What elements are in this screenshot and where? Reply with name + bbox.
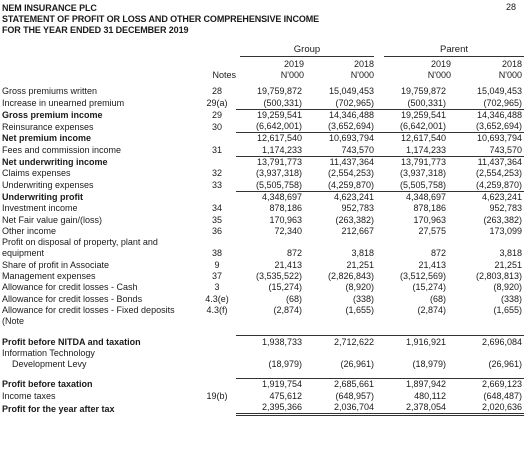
parent-2019-value: 21,413 (418, 259, 446, 270)
note-ref (198, 156, 236, 168)
group-2018-value: (648,957) (335, 390, 374, 401)
statement-row (2, 379, 524, 391)
group-2019-value (236, 237, 304, 248)
line-item-label: Share of profit in Associate (2, 259, 110, 270)
group-2018-value: 743,570 (341, 144, 374, 155)
statement-row (2, 214, 524, 225)
year-header-group-2019: 2019 (283, 59, 304, 69)
line-item-label: Other income (2, 225, 57, 236)
note-ref: 38 (211, 248, 222, 259)
note-ref (198, 133, 236, 145)
parent-2019-value: 2,378,054 (376, 402, 448, 415)
group-2019-value: 19,759,872 (256, 86, 302, 97)
parent-2018-value: (8,920) (493, 282, 522, 293)
statement-row (2, 359, 524, 370)
statement-row (2, 248, 524, 259)
parent-2019-value (376, 237, 448, 248)
group-2019-value: (500,331) (263, 97, 302, 108)
parent-2018-value: 11,437,364 (448, 156, 524, 168)
statement-row (2, 121, 524, 133)
group-2019-value: 1,938,733 (236, 336, 304, 348)
line-item-label: Underwriting expenses (2, 180, 94, 191)
parent-2019-value: 1,897,942 (376, 379, 448, 391)
group-2019-value: 4,348,697 (236, 191, 304, 203)
group-2019-value: 1,174,233 (261, 144, 302, 155)
group-2018-value: 2,036,704 (304, 402, 376, 415)
parent-2019-value (376, 348, 448, 359)
line-item-label: Management expenses (2, 271, 96, 282)
parent-2019-value: (3,937,318) (399, 168, 446, 179)
line-item-label: Fees and commission income (2, 145, 122, 156)
parent-header-rule (384, 56, 524, 57)
parent-2019-value: (68) (429, 293, 446, 304)
group-2018-value: 212,667 (341, 225, 374, 236)
group-2019-value: 72,340 (274, 225, 302, 236)
unit-header-parent-2018: N'000 (498, 70, 522, 80)
group-2018-value: (3,652,694) (327, 121, 374, 132)
group-2018-value: 952,783 (341, 203, 374, 214)
parent-2019-value: (6,642,001) (399, 121, 446, 132)
parent-2019-value: 13,791,773 (376, 156, 448, 168)
statement-row (2, 203, 524, 214)
group-2019-value: (18,979) (268, 359, 302, 370)
note-ref: 37 (211, 271, 222, 282)
statement-row (2, 144, 524, 156)
group-2018-value: 11,437,364 (304, 156, 376, 168)
statement-row (2, 179, 524, 191)
parent-2018-value: 15,049,453 (476, 86, 522, 97)
group-2019-value: 878,186 (269, 203, 302, 214)
parent-2018-value: 173,099 (489, 225, 522, 236)
group-2019-value: 21,413 (274, 259, 302, 270)
note-ref: 33 (211, 180, 222, 191)
note-ref: 36 (211, 225, 222, 236)
note-ref (198, 402, 236, 415)
parent-2019-value: (500,331) (407, 97, 446, 108)
unit-header-group-2019: N'000 (280, 70, 304, 80)
note-ref (198, 237, 236, 248)
group-2019-value: (3,535,522) (255, 271, 302, 282)
statement-row (2, 237, 524, 248)
line-item-label: Net Fair value gain/(loss) (2, 214, 103, 225)
group-2018-value: (26,961) (340, 359, 374, 370)
group-2019-value: 475,612 (269, 390, 302, 401)
group-column-header: Group (293, 44, 321, 55)
statement-row (2, 97, 524, 109)
statement-row (2, 133, 524, 145)
group-2019-value: (6,642,001) (255, 121, 302, 132)
parent-2018-value: (263,382) (483, 214, 522, 225)
note-ref: 9 (214, 259, 220, 270)
parent-2019-value: 4,348,697 (376, 191, 448, 203)
line-item-label: Increase in unearned premium (2, 98, 125, 109)
group-2018-value: (2,826,843) (327, 271, 374, 282)
parent-2019-value: (5,505,758) (399, 179, 446, 190)
parent-2018-value: (338) (500, 293, 522, 304)
line-item-label: Underwriting profit (2, 191, 83, 202)
note-ref (198, 191, 236, 203)
line-item-label: Claims expenses (2, 168, 71, 179)
unit-header-parent-2019: N'000 (427, 70, 451, 80)
note-ref: 29 (211, 109, 222, 120)
group-2018-value (304, 316, 376, 327)
parent-2018-value: (3,652,694) (475, 121, 522, 132)
line-item-label: Profit before NITDA and taxation (2, 336, 141, 347)
statement-row (2, 336, 524, 348)
line-item-label: Gross premiums written (2, 86, 98, 97)
group-2019-value: (5,505,758) (255, 179, 302, 190)
parent-2018-value: 14,346,488 (448, 109, 524, 121)
statement-row (2, 168, 524, 179)
statement-row (2, 390, 524, 401)
group-2018-value: 4,623,241 (304, 191, 376, 203)
parent-2019-value: (3,512,569) (399, 271, 446, 282)
notes-column-header: Notes (212, 70, 236, 80)
income-statement-table (2, 86, 524, 416)
statement-row (2, 156, 524, 168)
group-2018-value: 10,693,794 (304, 133, 376, 145)
row-spacer (2, 327, 524, 336)
note-ref: 31 (211, 145, 222, 156)
parent-2018-value: 3,818 (499, 248, 522, 259)
statement-row (2, 109, 524, 121)
line-item-label: Profit before taxation (2, 379, 93, 390)
year-header-parent-2018: 2018 (501, 59, 522, 69)
statement-row (2, 402, 524, 415)
line-item-label: (Note (2, 316, 25, 327)
parent-2018-value (448, 237, 524, 248)
note-ref: 32 (211, 168, 222, 179)
statement-row (2, 348, 524, 359)
group-2019-value: 12,617,540 (236, 133, 304, 145)
note-ref: 3 (214, 282, 220, 293)
parent-2018-value: (1,655) (493, 304, 522, 315)
note-ref: 35 (211, 214, 222, 225)
year-header-parent-2019: 2019 (430, 59, 451, 69)
statement-title: STATEMENT OF PROFIT OR LOSS AND OTHER COMPREHENSIVE INCOME (2, 14, 320, 24)
parent-2018-value: 21,251 (494, 259, 522, 270)
parent-2019-value: 170,963 (413, 214, 446, 225)
group-2018-value: 2,685,661 (304, 379, 376, 391)
parent-2019-value: (15,274) (412, 282, 446, 293)
group-2019-value: 170,963 (269, 214, 302, 225)
parent-2018-value: 2,696,084 (448, 336, 524, 348)
statement-row (2, 86, 524, 97)
parent-2018-value (448, 316, 524, 327)
parent-2018-value: 2,669,123 (448, 379, 524, 391)
parent-2019-value: 878,186 (413, 203, 446, 214)
group-2018-value: (4,259,870) (327, 179, 374, 190)
group-2019-value: 872 (286, 248, 302, 259)
line-item-label: Information Technology (2, 347, 95, 358)
line-item-label: Development Levy (12, 359, 87, 370)
parent-2019-value: 1,916,921 (376, 336, 448, 348)
parent-2018-value (448, 348, 524, 359)
group-header-rule (240, 56, 374, 57)
row-spacer (2, 370, 524, 379)
group-2019-value: 13,791,773 (236, 156, 304, 168)
statement-row (2, 305, 524, 316)
group-2018-value: 15,049,453 (328, 86, 374, 97)
parent-2018-value: (702,965) (483, 97, 522, 108)
line-item-label: Allowance for credit losses - Fixed deposits (2, 304, 175, 315)
note-ref (198, 348, 236, 359)
parent-2019-value: 19,259,541 (376, 109, 448, 121)
statement-row (2, 316, 524, 327)
unit-header-group-2018: N'000 (350, 70, 374, 80)
parent-2019-value: 19,759,872 (400, 86, 446, 97)
note-ref: 19(b) (206, 390, 228, 401)
year-header-group-2018: 2018 (353, 59, 374, 69)
group-2018-value: 3,818 (351, 248, 374, 259)
parent-2018-value: 952,783 (489, 203, 522, 214)
statement-row (2, 226, 524, 237)
note-ref (198, 379, 236, 391)
statement-row (2, 191, 524, 203)
line-item-label: Profit for the year after tax (2, 403, 115, 414)
group-2018-value: 2,712,622 (304, 336, 376, 348)
parent-2018-value: 743,570 (489, 144, 522, 155)
group-2019-value (236, 348, 304, 359)
parent-2018-value: (4,259,870) (475, 179, 522, 190)
group-2018-value (304, 237, 376, 248)
line-item-label: Allowance for credit losses - Bonds (2, 293, 143, 304)
note-ref: 4.3(e) (205, 293, 229, 304)
parent-2018-value: 4,623,241 (448, 191, 524, 203)
parent-2018-value: (26,961) (488, 359, 522, 370)
group-2019-value: 19,259,541 (236, 109, 304, 121)
group-2019-value: (3,937,318) (255, 168, 302, 179)
note-ref (198, 316, 236, 327)
group-2019-value: 2,395,366 (236, 402, 304, 415)
note-ref: 4.3(f) (206, 304, 228, 315)
statement-row (2, 259, 524, 270)
statement-period: FOR THE YEAR ENDED 31 DECEMBER 2019 (2, 25, 189, 35)
group-2018-value: (263,382) (335, 214, 374, 225)
parent-2018-value: (648,487) (483, 390, 522, 401)
group-2018-value: (702,965) (335, 97, 374, 108)
note-ref: 34 (211, 203, 222, 214)
group-2019-value: (2,874) (273, 304, 302, 315)
line-item-label: Reinsurance expenses (2, 121, 94, 132)
page-number: 28 (506, 2, 517, 12)
note-ref: 28 (211, 86, 222, 97)
group-2018-value: 14,346,488 (304, 109, 376, 121)
line-item-label: Net premium income (2, 133, 92, 144)
note-ref: 29(a) (206, 98, 228, 109)
parent-2019-value: 480,112 (414, 390, 446, 401)
line-item-label: Net underwriting income (2, 157, 108, 168)
parent-2019-value: 872 (430, 248, 446, 259)
group-2019-value: (68) (285, 293, 302, 304)
parent-2019-value (376, 316, 448, 327)
statement-row (2, 293, 524, 304)
statement-row (2, 282, 524, 293)
parent-2019-value: (2,874) (417, 304, 446, 315)
group-2019-value (236, 316, 304, 327)
line-item-label: Gross premium income (2, 109, 103, 120)
statement-row (2, 271, 524, 282)
parent-2019-value: 27,575 (418, 225, 446, 236)
group-2018-value: (338) (352, 293, 374, 304)
parent-2019-value: (18,979) (412, 359, 446, 370)
note-ref (198, 359, 236, 370)
parent-2019-value: 12,617,540 (376, 133, 448, 145)
parent-2018-value: (2,554,253) (475, 168, 522, 179)
note-ref: 30 (211, 121, 222, 132)
group-2019-value: 1,919,754 (236, 379, 304, 391)
group-2018-value: 21,251 (346, 259, 374, 270)
line-item-label: Allowance for credit losses - Cash (2, 282, 138, 293)
group-2018-value (304, 348, 376, 359)
note-ref (198, 336, 236, 348)
parent-2019-value: 1,174,233 (405, 144, 446, 155)
parent-column-header: Parent (440, 44, 468, 55)
line-item-label: equipment (2, 248, 45, 259)
line-item-label: Investment income (2, 203, 78, 214)
group-2018-value: (2,554,253) (327, 168, 374, 179)
group-2019-value: (15,274) (268, 282, 302, 293)
group-2018-value: (1,655) (345, 304, 374, 315)
line-item-label: Income taxes (2, 390, 56, 401)
parent-2018-value: (2,803,813) (475, 271, 522, 282)
group-2018-value: (8,920) (345, 282, 374, 293)
company-name: NEM INSURANCE PLC (2, 3, 97, 13)
parent-2018-value: 2,020,636 (448, 402, 524, 415)
parent-2018-value: 10,693,794 (448, 133, 524, 145)
line-item-label: Profit on disposal of property, plant and (2, 237, 158, 248)
